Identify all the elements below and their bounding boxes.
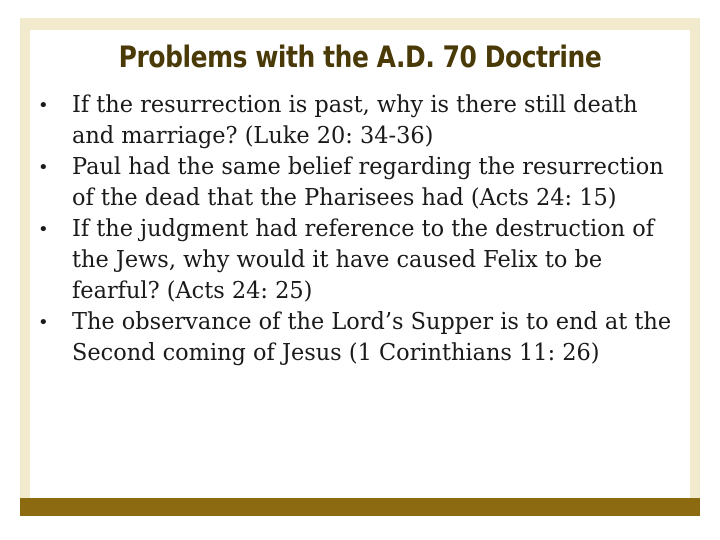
bullet-text: The observance of the Lord’s Supper is to end at the Second coming of Jesus (1 Corinthians 11: 26) — [72, 309, 672, 366]
slide-frame-bottom-bar — [20, 498, 700, 516]
bullet-text: If the judgment had reference to the destruction of the Jews, why would it have caused Felix to be fearful? (Acts 24: 25) — [72, 216, 655, 304]
bullet-icon: • — [38, 312, 49, 333]
bullet-icon: • — [38, 95, 49, 116]
bullet-text: Paul had the same belief regarding the resurrection of the dead that the Pharisees had (Acts 24: 15) — [72, 154, 664, 211]
bullet-item-1 — [30, 90, 690, 152]
slide-title: Problems with the A.D. 70 Doctrine — [118, 40, 602, 74]
slide-content — [30, 30, 690, 498]
bullet-icon: • — [38, 157, 49, 178]
bullet-item-4 — [30, 307, 690, 369]
bullet-list — [30, 90, 690, 369]
bullet-icon: • — [38, 219, 49, 240]
bullet-item-2 — [30, 152, 690, 214]
bullet-text: If the resurrection is past, why is there still death and marriage? (Luke 20: 34-36) — [72, 92, 638, 149]
bullet-item-3 — [30, 214, 690, 307]
